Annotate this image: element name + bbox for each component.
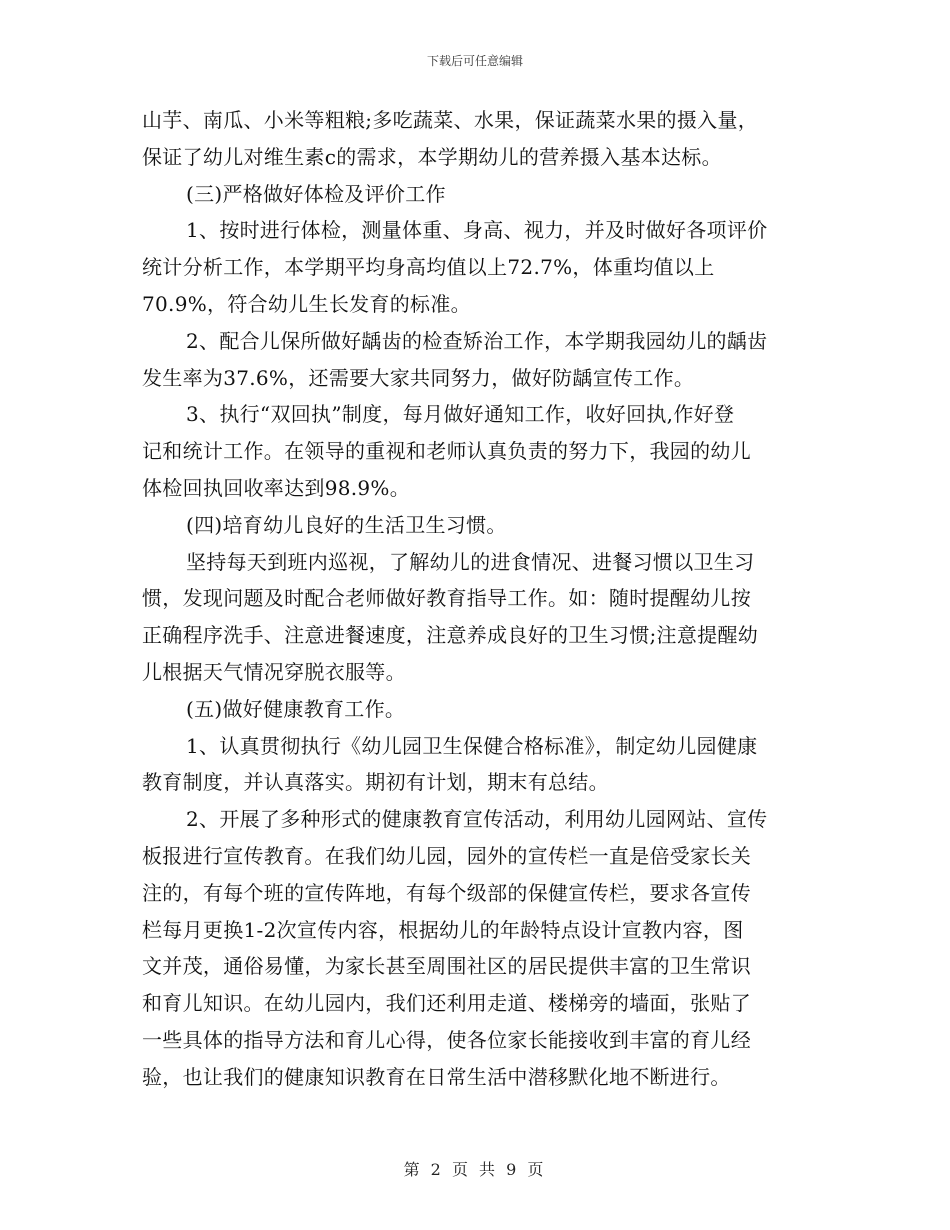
text-line: 1、按时进行体检，测量体重、身高、视力，并及时做好各项评价 — [186, 218, 768, 243]
text-line: 验，也让我们的健康知识教育在日常生活中潜移默化地不断进行。 — [142, 1064, 731, 1089]
text-line: 山芋、南瓜、小米等粗粮;多吃蔬菜、水果，保证蔬菜水果的摄入量， — [142, 108, 759, 132]
page-number-footer: 第 2 页 共 9 页 — [403, 1160, 547, 1179]
text-line: 体检回执回收率达到98.9%。 — [142, 475, 411, 500]
text-line: 发生率为37.6%，还需要大家共同努力，做好防龋宣传工作。 — [142, 365, 695, 390]
text-line: 注的，有每个班的宣传阵地，有每个级部的保健宣传栏，要求各宣传 — [142, 880, 751, 905]
text-line: 3、执行“双回执”制度，每月做好通知工作，收好回执,作好登 — [186, 402, 735, 427]
text-line: 惯，发现问题及时配合老师做好教育指导工作。如：随时提醒幼儿按 — [142, 586, 751, 611]
text-line: 儿根据天气情况穿脱衣服等。 — [142, 659, 406, 684]
text-line: 2、开展了多种形式的健康教育宣传活动，利用幼儿园网站、宣传 — [186, 807, 768, 832]
text-line: 统计分析工作，本学期平均身高均值以上72.7%，体重均值以上 — [142, 255, 715, 280]
document-body — [142, 102, 812, 1096]
text-line: 70.9%，符合幼儿生长发育的标准。 — [142, 291, 471, 316]
text-line: (三)严格做好体检及评价工作 — [186, 181, 446, 206]
text-line: (四)培育幼儿良好的生活卫生习惯。 — [186, 512, 507, 537]
text-line: (五)做好健康教育工作。 — [186, 696, 406, 721]
text-line: 板报进行宣传教育。在我们幼儿园，园外的宣传栏一直是倍受家长关 — [142, 843, 751, 868]
text-line: 记和统计工作。在领导的重视和老师认真负责的努力下，我园的幼儿 — [142, 439, 751, 464]
text-line: 栏每月更换1-2次宣传内容，根据幼儿的年龄特点设计宣教内容，图 — [142, 917, 744, 942]
text-line: 2、配合儿保所做好龋齿的检查矫治工作，本学期我园幼儿的龋齿 — [186, 328, 768, 353]
page-header: 下载后可任意编辑 — [426, 54, 523, 68]
text-line: 1、认真贯彻执行《幼儿园卫生保健合格标准》，制定幼儿园健康 — [186, 733, 758, 758]
text-line: 正确程序洗手、注意进餐速度，注意养成良好的卫生习惯;注意提醒幼 — [142, 623, 759, 648]
text-line: 文并茂，通俗易懂，为家长甚至周围社区的居民提供丰富的卫生常识 — [142, 954, 751, 979]
text-line: 保证了幼儿对维生素c的需求，本学期幼儿的营养摄入基本达标。 — [142, 144, 722, 169]
text-line: 坚持每天到班内巡视，了解幼儿的进食情况、进餐习惯以卫生习 — [186, 549, 755, 574]
text-line: 和育儿知识。在幼儿园内，我们还利用走道、楼梯旁的墙面，张贴了 — [142, 991, 751, 1016]
text-line: 一些具体的指导方法和育儿心得，使各位家长能接收到丰富的育儿经 — [142, 1027, 751, 1052]
text-line: 教育制度，并认真落实。期初有计划，期末有总结。 — [142, 770, 609, 795]
